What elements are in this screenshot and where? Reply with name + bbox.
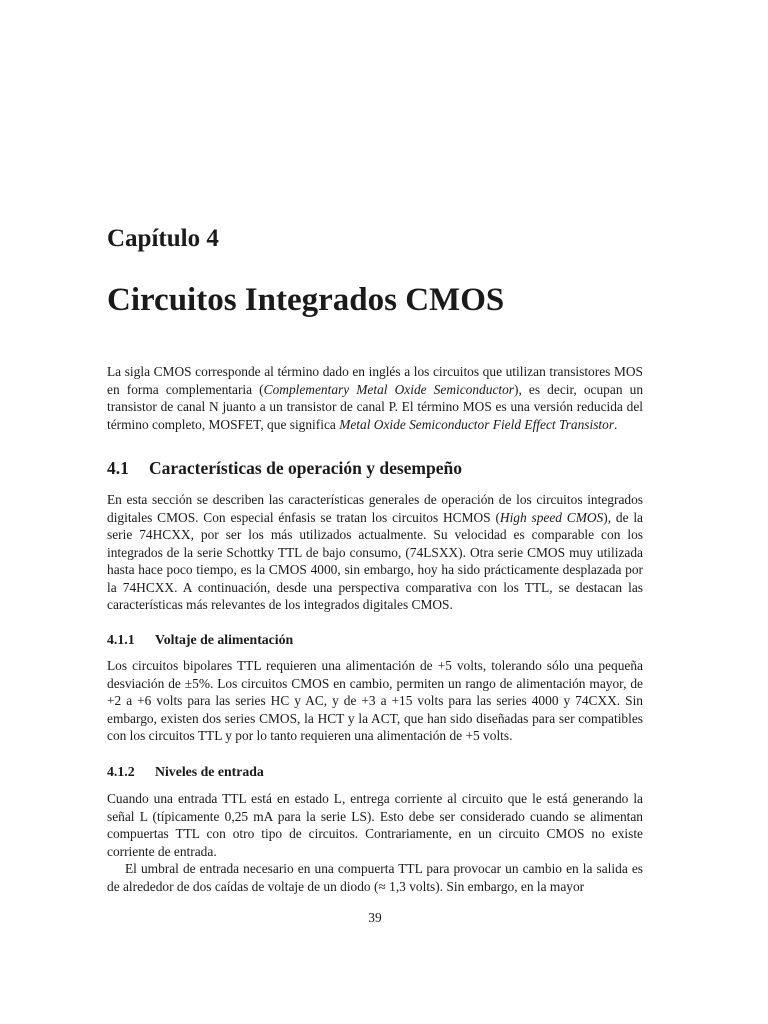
subsection-number: 4.1.1	[107, 632, 135, 647]
subsection-4-1-1-paragraph: Los circuitos bipolares TTL requieren una alimentación de +5 volts, tolerando sólo una pequeña desviación de ±5%. Los circuitos CMOS en cambio, permiten un rango de alimentación mayor, de +2 a +6 volts para las series HC y AC, y de +3 a +15 volts para las series 4000 y 74CXX. Sin embargo, existen dos series CMOS, la HCT y la ACT, que han sido diseñadas para ser compatibles con los circuitos TTL y por lo tanto requieren una alimentación de +5 volts.	[107, 658, 643, 743]
section-title: Características de operación y desempeño	[149, 458, 462, 478]
subsection-4-1-2-paragraph-1: Cuando una entrada TTL está en estado L, entrega corriente al circuito que le está generando la señal L (típicamente 0,25 mA para la serie LS). Esto debe ser considerado cuando se alimentan compuertas TTL con otro tipo de circuitos. Contrariamente, en un circuito CMOS no existe corriente de entrada.	[107, 791, 643, 859]
intro-italic-2: Metal Oxide Semiconductor Field Effect Transistor	[339, 416, 615, 432]
subsection-heading-4-1-1	[107, 632, 293, 648]
subsection-title: Voltaje de alimentación	[155, 632, 294, 647]
chapter-label: Capítulo 4	[107, 225, 219, 252]
intro-text-2: ), es decir, ocupan un transistor de canal N juanto a un transistor de canal P. El término MOS es una versión reducida del término completo, MOSFET, que significa	[107, 381, 644, 432]
intro-paragraph	[107, 363, 643, 433]
section-number: 4.1	[107, 458, 129, 478]
chapter-title: Circuitos Integrados CMOS	[107, 282, 505, 318]
intro-italic-1: Complementary Metal Oxide Semiconductor	[263, 381, 515, 397]
subsection-number: 4.1.2	[107, 764, 135, 779]
subsection-heading-4-1-2	[107, 764, 264, 780]
subsection-title: Niveles de entrada	[155, 764, 264, 779]
section-italic-1: High speed CMOS	[499, 509, 604, 525]
section-heading-4-1	[107, 458, 462, 479]
intro-text-3: .	[614, 416, 618, 432]
section-text-2: ), de la serie 74HCXX, por ser los más utilizados actualmente. Su velocidad es comparable con los integrados de la serie Schottky TTL de bajo consumo, (74LSXX). Otra serie CMOS muy utilizada hasta hace poco tiempo, es la CMOS 4000, sin embargo, hoy ha sido prácticamente desplazada por la 74HCXX. A continuación, desde una perspectiva comparativa con los TTL, se destacan las características más relevantes de los integrados digitales CMOS.	[107, 509, 644, 612]
paragraph-text: El umbral de entrada necesario en una compuerta TTL para provocar un cambio en la salida es de alrededor de dos caídas de voltaje de un diodo (≈ 1,3 volts). Sin embargo, en la mayor	[107, 861, 643, 894]
section-4-1-paragraph	[107, 491, 643, 614]
subsection-4-1-2-paragraph-2	[107, 860, 643, 895]
page-number: 39	[368, 910, 382, 925]
section-text-1: En esta sección se describen las características generales de operación de los circuitos integrados digitales CMOS. Con especial énfasis se tratan los circuitos HCMOS (	[107, 492, 643, 525]
document-page	[107, 0, 643, 1024]
intro-text-1: La sigla CMOS corresponde al término dado en inglés a los circuitos que utilizan transistores MOS en forma complementaria (	[107, 364, 643, 397]
